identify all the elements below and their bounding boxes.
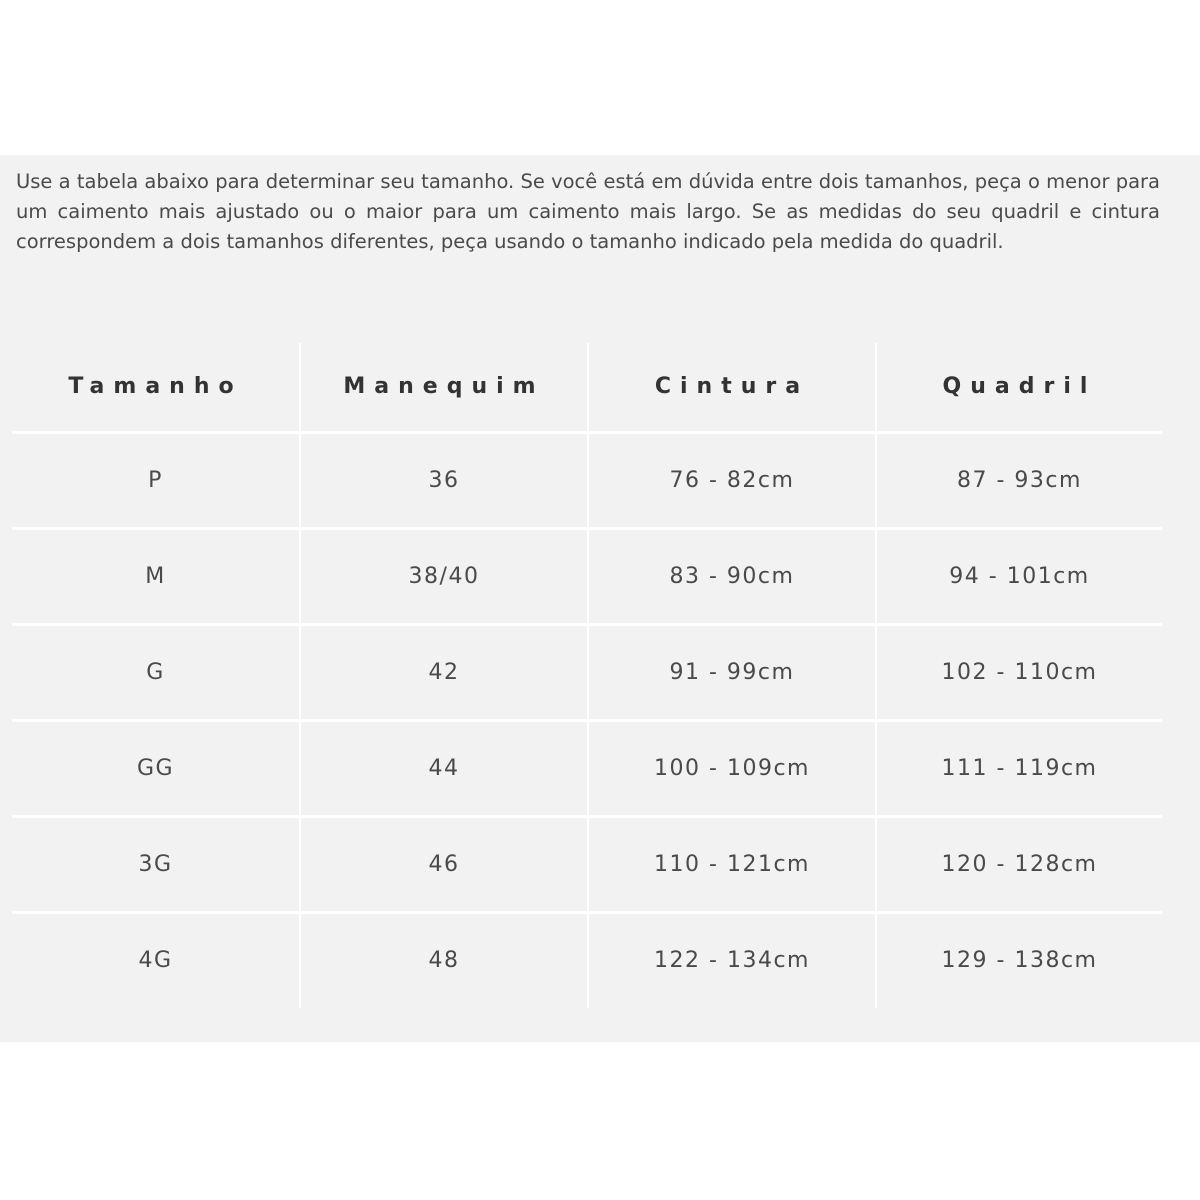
table-row bbox=[12, 624, 1162, 720]
cell-cintura: 83 - 90cm bbox=[588, 528, 876, 624]
table-row bbox=[12, 720, 1162, 816]
cell-cintura: 91 - 99cm bbox=[588, 624, 876, 720]
intro-text: Use a tabela abaixo para determinar seu tamanho. Se você está em dúvida entre dois tamanhos, peça o menor para um caimento mais ajustado ou o maior para um caimento mais largo. Se as medidas do seu quadril e cintura correspondem a dois tamanhos diferentes, peça usando o tamanho indicado pela medida do quadril. bbox=[16, 170, 1160, 253]
cell-manequim: 38/40 bbox=[300, 528, 588, 624]
header-manequim: Manequim bbox=[300, 343, 588, 432]
table-row bbox=[12, 432, 1162, 528]
cell-tamanho: 3G bbox=[12, 816, 300, 912]
header-quadril: Quadril bbox=[876, 343, 1162, 432]
cell-manequim: 42 bbox=[300, 624, 588, 720]
cell-cintura: 110 - 121cm bbox=[588, 816, 876, 912]
cell-quadril: 87 - 93cm bbox=[957, 467, 1082, 493]
size-chart-table bbox=[12, 343, 1162, 1008]
cell-manequim: 48 bbox=[300, 912, 588, 1008]
cell-tamanho: GG bbox=[12, 720, 300, 816]
cell-manequim: 44 bbox=[300, 720, 588, 816]
header-cintura: Cintura bbox=[588, 343, 876, 432]
cell-tamanho: G bbox=[12, 624, 300, 720]
cell-quadril: 94 - 101cm bbox=[949, 563, 1090, 589]
cell-quadril: 129 - 138cm bbox=[941, 948, 1098, 974]
size-guide-panel bbox=[0, 155, 1200, 1042]
cell-manequim: 46 bbox=[300, 816, 588, 912]
header-tamanho: Tamanho bbox=[12, 343, 300, 432]
cell-manequim: 36 bbox=[300, 432, 588, 528]
cell-cintura: 122 - 134cm bbox=[588, 912, 876, 1008]
cell-tamanho: P bbox=[12, 432, 300, 528]
cell-tamanho: M bbox=[12, 528, 300, 624]
cell-cintura: 100 - 109cm bbox=[588, 720, 876, 816]
table-row bbox=[12, 816, 1162, 912]
table-row bbox=[12, 912, 1162, 1008]
table-header-row bbox=[12, 343, 1162, 432]
table-row bbox=[12, 528, 1162, 624]
cell-cintura: 76 - 82cm bbox=[588, 432, 876, 528]
cell-tamanho: 4G bbox=[12, 912, 300, 1008]
cell-quadril: 111 - 119cm bbox=[941, 755, 1098, 781]
cell-quadril: 102 - 110cm bbox=[941, 659, 1098, 685]
cell-quadril: 120 - 128cm bbox=[941, 851, 1098, 877]
